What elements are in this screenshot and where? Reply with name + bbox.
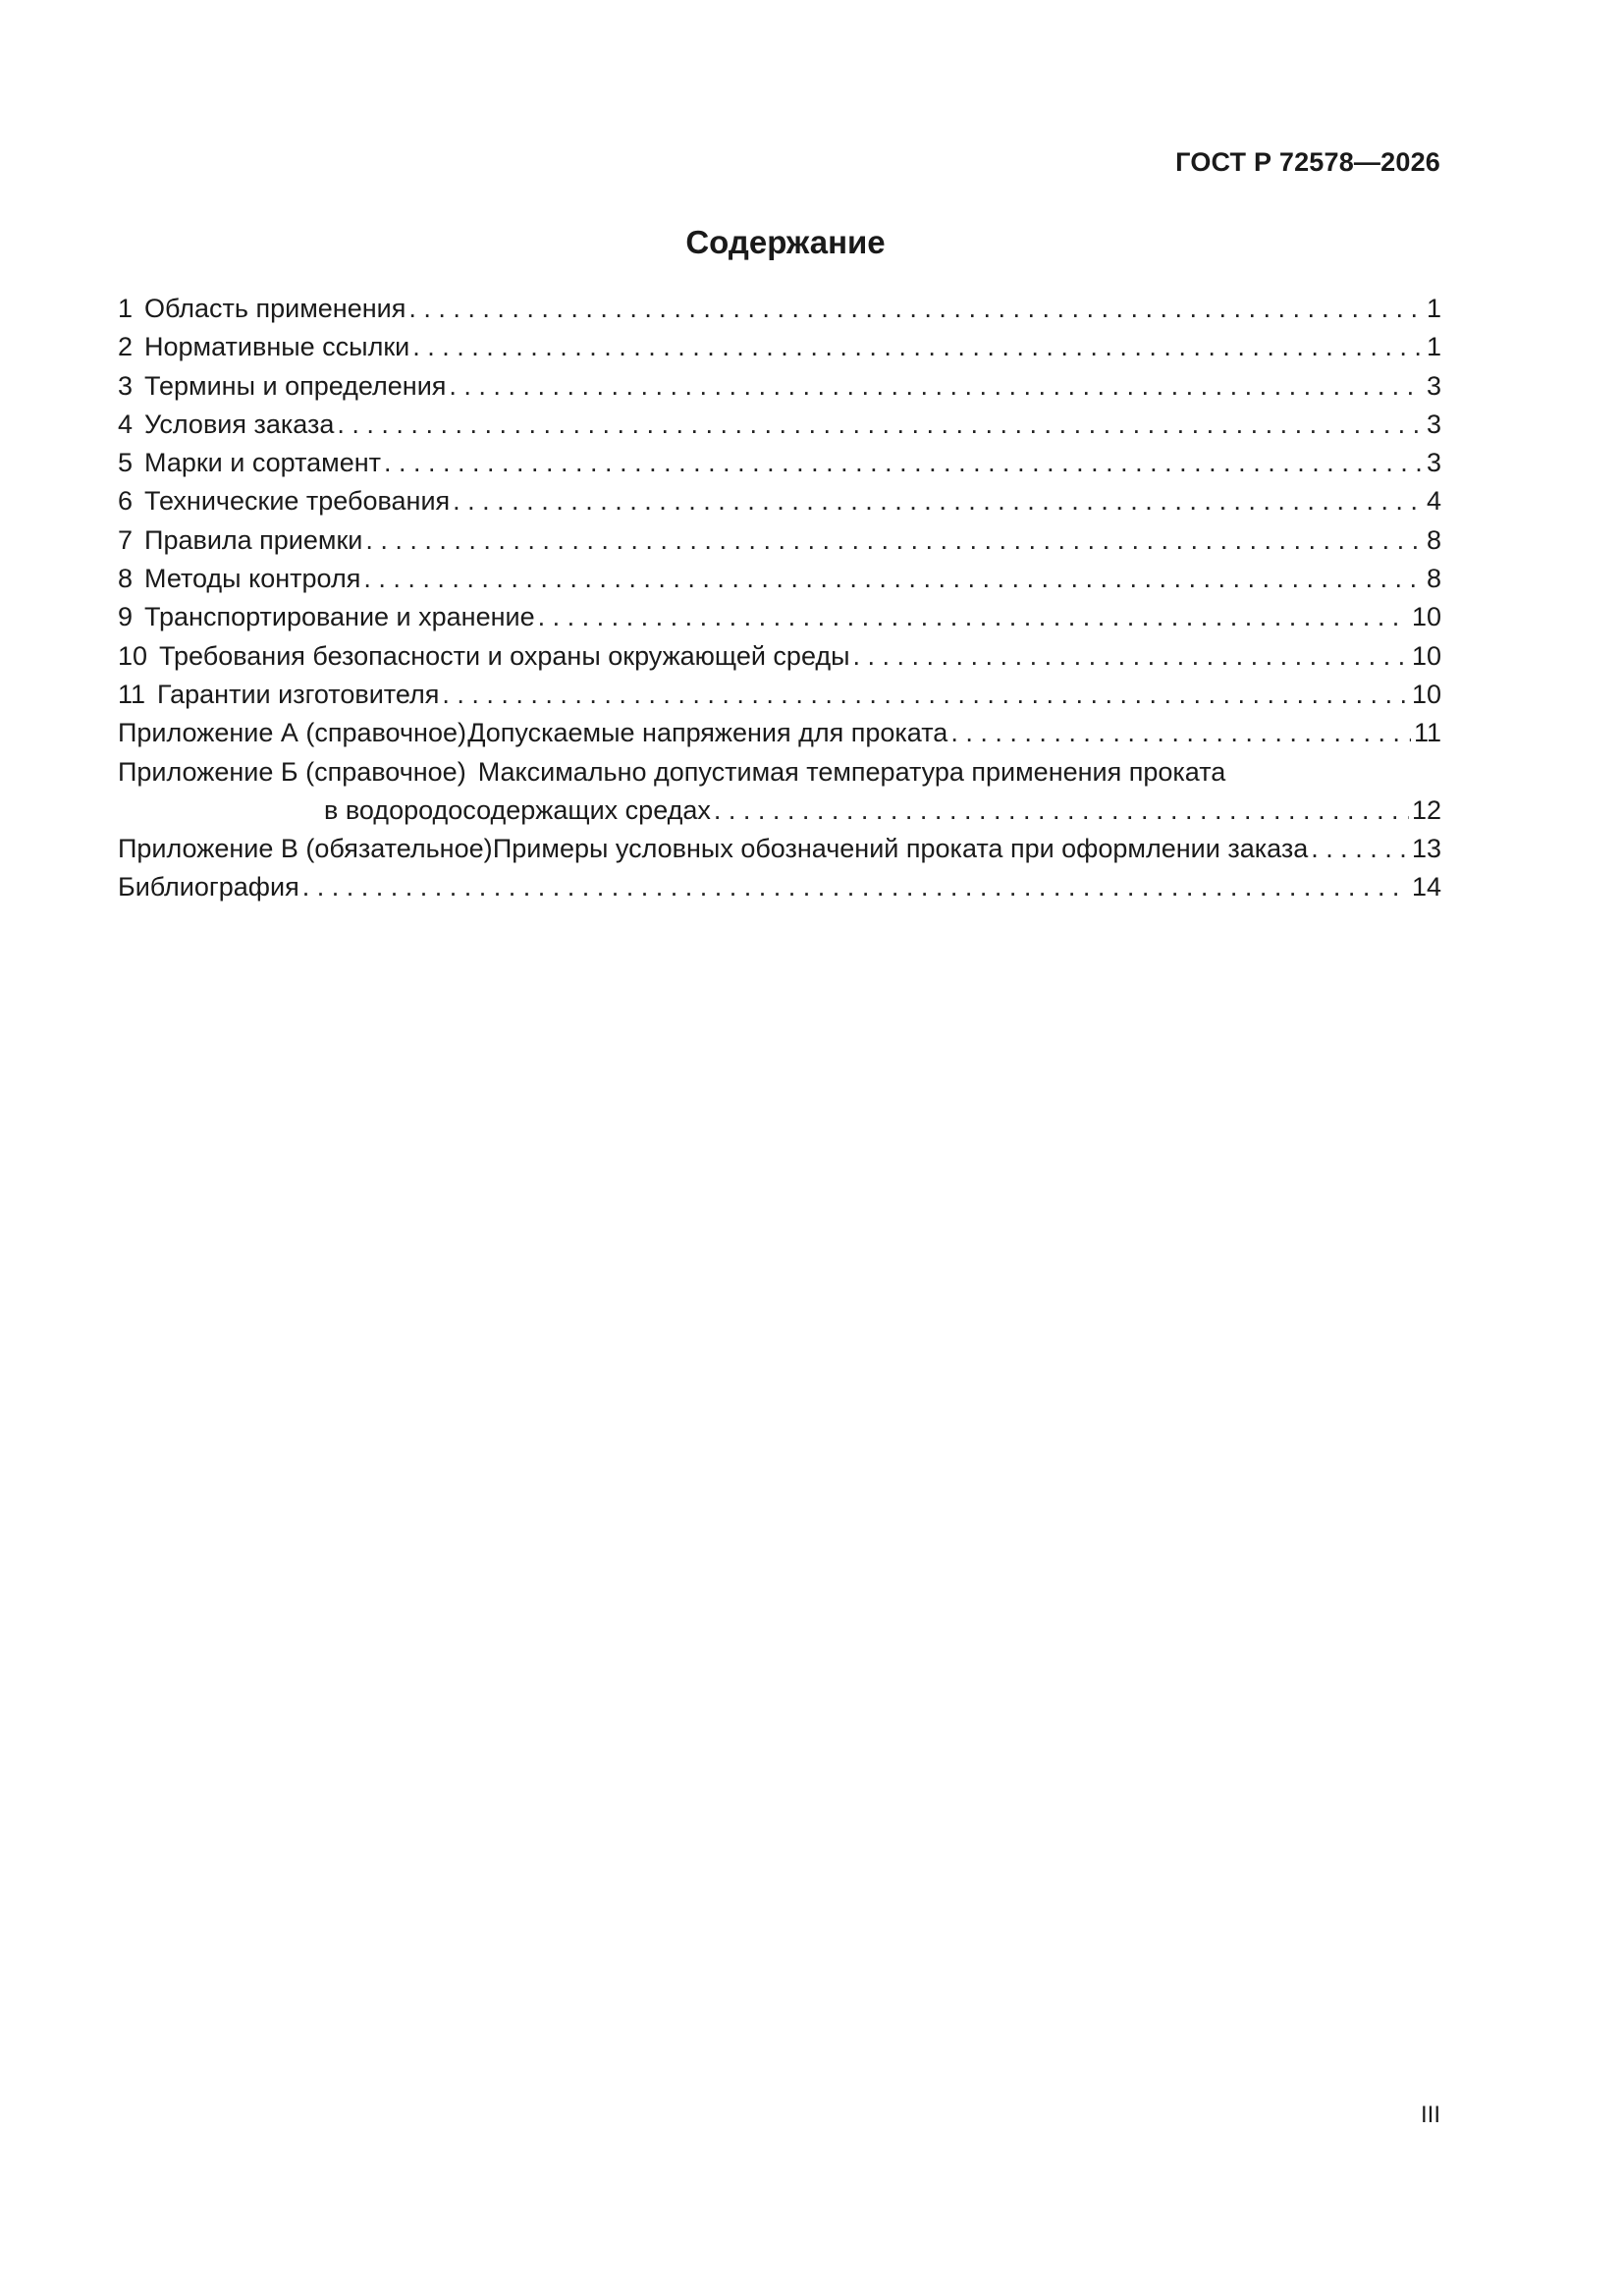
toc-entry-number: 10 <box>118 640 148 671</box>
toc-entry-title: Правила приемки <box>144 524 363 555</box>
toc-entry-page: 10 <box>1411 640 1441 671</box>
dot-leader <box>365 521 1424 560</box>
toc-entry-title: Нормативные ссылки <box>144 332 410 362</box>
toc-entry-page: 13 <box>1411 834 1441 864</box>
toc-entry[interactable] <box>118 598 1441 636</box>
toc-title: Содержание <box>685 224 886 260</box>
table-of-contents <box>118 290 1441 907</box>
appendix-label: Приложение В (обязательное) <box>118 834 493 864</box>
toc-entry-page: 12 <box>1411 794 1441 825</box>
toc-entry-number: 3 <box>118 370 134 401</box>
toc-entry-number: 11 <box>118 679 146 709</box>
toc-entry[interactable] <box>118 406 1441 444</box>
toc-entry-title: Область применения <box>144 294 406 323</box>
toc-entry[interactable] <box>118 367 1441 406</box>
toc-entry-number: 5 <box>118 448 134 478</box>
toc-entry-page: 14 <box>1411 872 1441 902</box>
toc-entry-page: 3 <box>1426 448 1441 478</box>
toc-entry[interactable] <box>118 521 1441 560</box>
toc-entry-page: 4 <box>1426 486 1441 517</box>
toc-entry-number: 8 <box>118 564 134 594</box>
appendix-title: Допускаемые напряжения для проката <box>467 718 948 748</box>
toc-entry-title: Методы контроля <box>144 564 361 594</box>
dot-leader <box>408 290 1424 328</box>
toc-entry-title: Условия заказа <box>144 409 335 439</box>
dot-leader <box>412 328 1424 366</box>
toc-entry[interactable] <box>118 560 1441 598</box>
toc-entry-page: 8 <box>1426 564 1441 594</box>
dot-leader <box>453 482 1424 520</box>
toc-entry-title: Технические требования <box>144 486 451 517</box>
dot-leader <box>442 676 1409 714</box>
toc-entry-title: Требования безопасности и охраны окружающей среды <box>159 640 850 671</box>
dot-leader <box>1311 830 1409 868</box>
toc-entry[interactable] <box>118 637 1441 676</box>
toc-entry-page: 3 <box>1426 409 1441 439</box>
toc-entry-number: 6 <box>118 486 134 517</box>
dot-leader <box>714 792 1409 830</box>
appendix-title: Примеры условных обозначений проката при оформлении заказа <box>492 834 1309 864</box>
dot-leader <box>302 868 1409 906</box>
toc-entry-page: 10 <box>1411 679 1441 709</box>
toc-entry-page: 11 <box>1413 718 1441 748</box>
toc-entry[interactable] <box>118 328 1441 366</box>
toc-entry-page: 10 <box>1411 602 1441 632</box>
appendix-title: Максимально допустимая температура применения проката <box>477 756 1226 787</box>
page-number: III <box>1420 2102 1440 2128</box>
toc-appendix-entry[interactable] <box>118 830 1441 868</box>
dot-leader <box>384 444 1424 482</box>
toc-entry[interactable] <box>118 290 1441 328</box>
toc-appendix-entry[interactable] <box>118 753 1441 792</box>
toc-entry-page: 1 <box>1426 294 1441 323</box>
appendix-label: Приложение А (справочное) <box>118 718 466 748</box>
bibliography-title: Библиография <box>118 872 299 902</box>
toc-entry-title: Транспортирование и хранение <box>144 602 535 632</box>
toc-entry[interactable] <box>118 482 1441 520</box>
dot-leader <box>363 560 1424 598</box>
toc-entry-title: Гарантии изготовителя <box>157 679 440 709</box>
dot-leader <box>950 714 1411 752</box>
dot-leader <box>853 637 1409 676</box>
toc-entry-page: 3 <box>1426 370 1441 401</box>
dot-leader <box>449 367 1424 406</box>
dot-leader <box>538 598 1409 636</box>
toc-entry-number: 2 <box>118 332 134 362</box>
appendix-label: Приложение Б (справочное) <box>118 756 466 787</box>
document-number: ГОСТ Р 72578—2026 <box>1175 147 1440 177</box>
toc-entry-title: Термины и определения <box>144 370 447 401</box>
appendix-title-continuation: в водородосодержащих средах <box>324 794 711 825</box>
toc-entry-number: 4 <box>118 409 134 439</box>
toc-entry-number: 1 <box>118 294 134 323</box>
toc-appendix-entry[interactable] <box>118 714 1441 752</box>
toc-entry[interactable] <box>118 444 1441 482</box>
toc-entry-title: Марки и сортамент <box>144 448 382 478</box>
toc-entry-number: 9 <box>118 602 134 632</box>
toc-entry[interactable] <box>118 676 1441 714</box>
toc-entry-page: 1 <box>1426 332 1441 362</box>
toc-appendix-entry-continuation[interactable] <box>118 792 1441 830</box>
toc-bibliography-entry[interactable] <box>118 868 1441 906</box>
dot-leader <box>337 406 1424 444</box>
toc-entry-page: 8 <box>1426 524 1441 555</box>
toc-entry-number: 7 <box>118 524 134 555</box>
